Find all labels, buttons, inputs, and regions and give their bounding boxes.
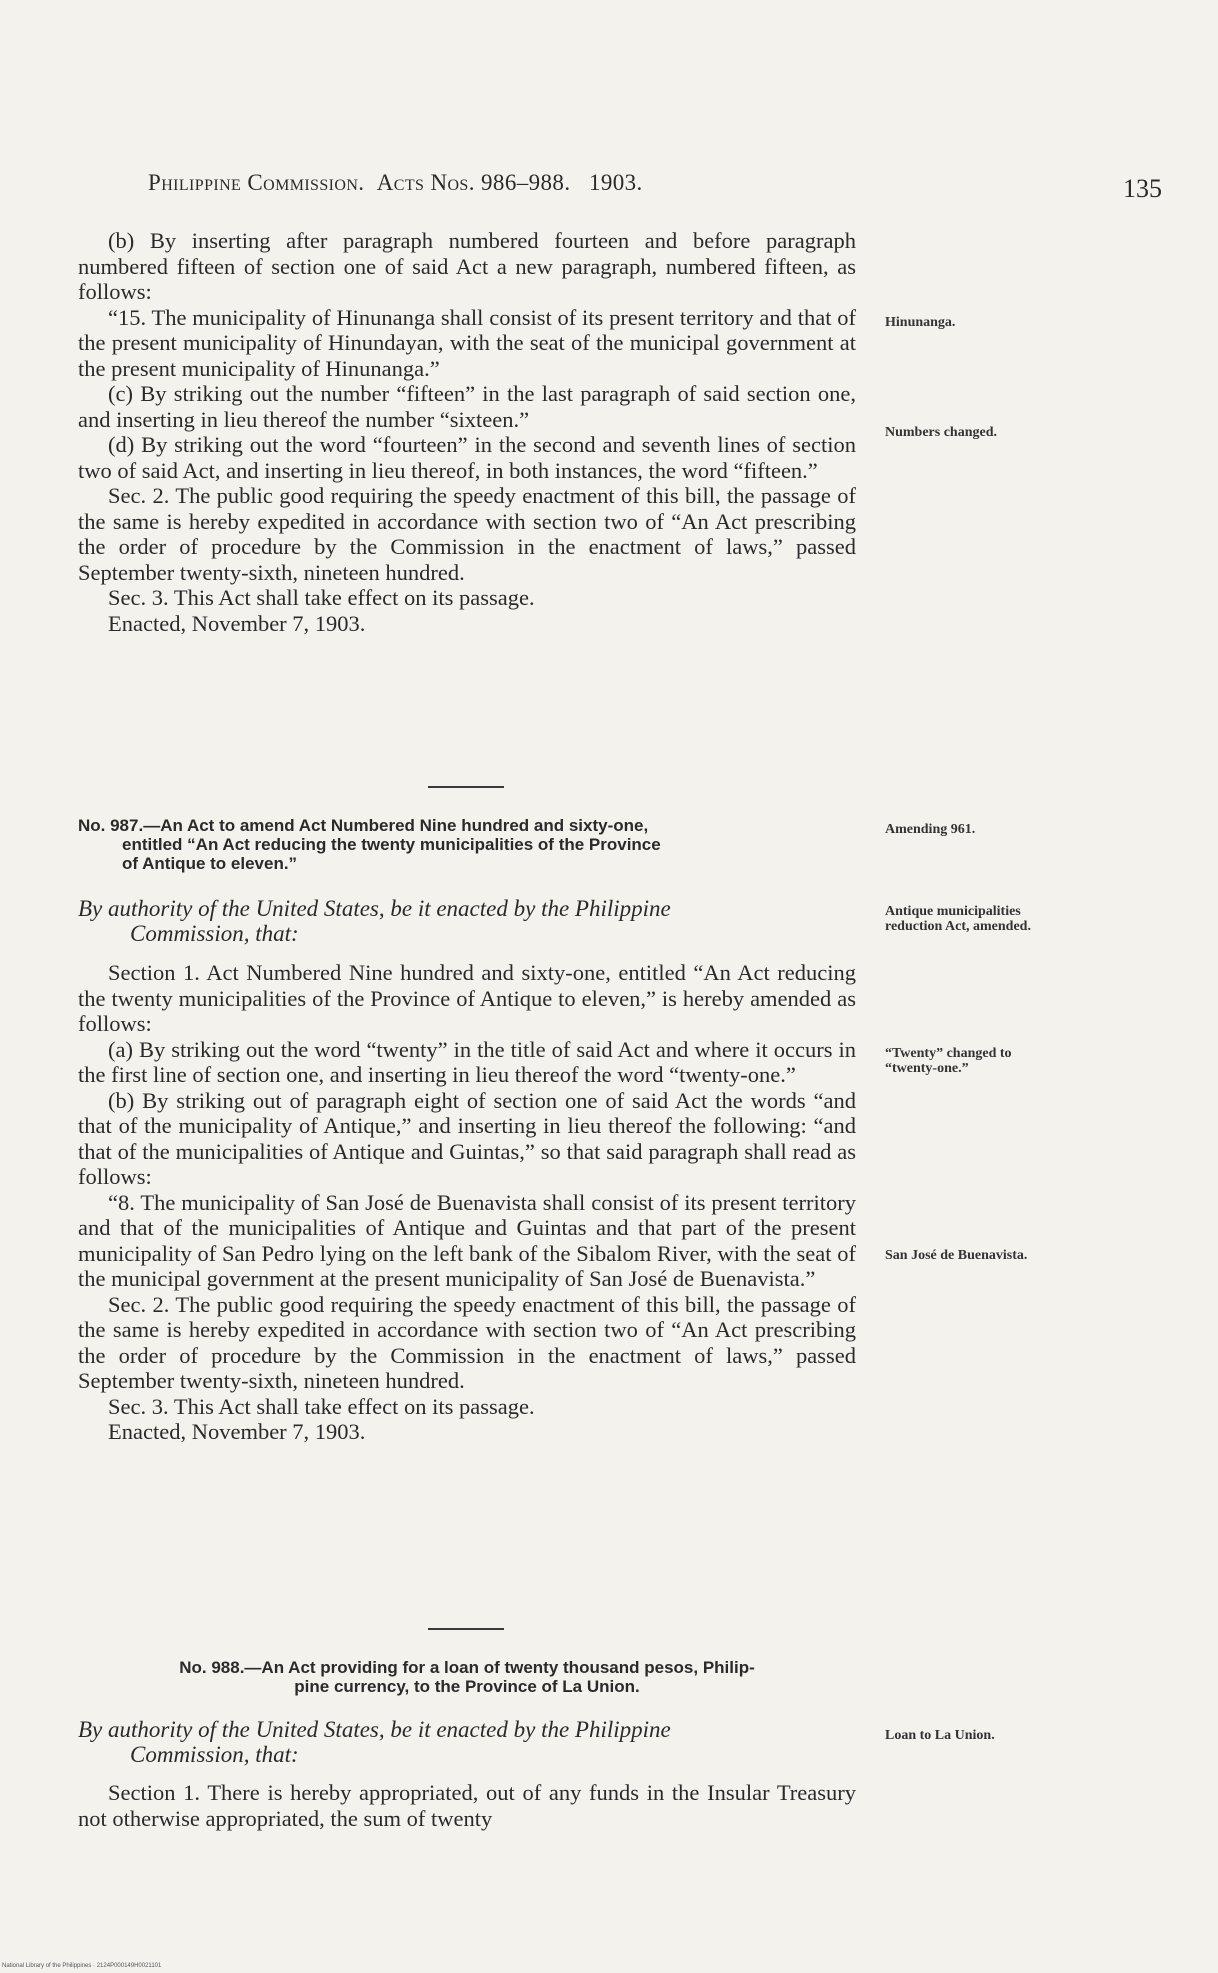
paragraph-8: “8. The municipality of San José de Buenavista shall consist of its present territory and that of the municipalities of Antique and Guintas and that part of the present municipality of San Pedro lying on the left bank of the Sibalom River, with the seat of the municipal government at the present municipality of San José de Buenavista.” — [78, 1189, 856, 1291]
section-divider — [428, 786, 504, 788]
act-987-enacting-clause — [78, 896, 856, 946]
margin-note-amending: Amending 961. — [885, 822, 976, 837]
section-divider — [428, 1628, 504, 1630]
section-3: Sec. 3. This Act shall take effect on its passage. — [108, 1393, 535, 1419]
act-987-heading — [78, 816, 856, 873]
section-2: Sec. 2. The public good requiring the speedy enactment of this bill, the passage of the same is hereby expedited in accordance with section two of “An Act prescribing the order of procedure by the Commission in the enactment of laws,” passed September twenty-sixth, nineteen hundred. — [78, 483, 856, 585]
margin-note-loan: Loan to La Union. — [885, 1728, 995, 1743]
enacting-line-2: Commission, that: — [130, 1742, 299, 1767]
margin-note-numbers-changed: Numbers changed. — [885, 425, 998, 440]
act-987-body — [78, 960, 856, 1445]
running-head — [148, 170, 848, 196]
act-988-heading — [78, 1658, 856, 1696]
act-988-body — [78, 1780, 856, 1831]
margin-note-antique: Antique municipalities reduction Act, amended. — [885, 904, 1031, 934]
act-987-heading-line-1: No. 987.—An Act to amend Act Numbered Nine hundred and sixty-one, — [78, 816, 649, 835]
paragraph-b: (b) By striking out of paragraph eight of section one of said Act the words “and that of the municipality of Antique,” and inserting in lieu thereof the following: “and that of the municipalities of Antique and Guintas,” so that said paragraph shall read as follows: — [78, 1087, 856, 1189]
margin-note-san-jose: San José de Buenavista. — [885, 1248, 1028, 1263]
act-988-heading-line-2: pine currency, to the Province of La Union. — [294, 1677, 640, 1696]
enacting-line-2: Commission, that: — [130, 921, 299, 946]
running-title: Philippine Commission. — [148, 170, 365, 195]
act-988-heading-line-1: No. 988.—An Act providing for a loan of twenty thousand pesos, Philip- — [179, 1658, 755, 1677]
act-987-heading-line-3: of Antique to eleven.” — [122, 854, 298, 873]
section-2: Sec. 2. The public good requiring the speedy enactment of this bill, the passage of the same is hereby expedited in accordance with section two of “An Act prescribing the order of procedure by the Commission in the enactment of laws,” passed September twenty-sixth, nineteen hundred. — [78, 1291, 856, 1393]
enacted-date: Enacted, November 7, 1903. — [108, 1419, 366, 1444]
page-number: 135 — [1123, 174, 1162, 203]
act-988-enacting-clause — [78, 1717, 856, 1767]
scan-source-footer: National Library of the Philippines · 2124P000149H0021101 — [2, 1963, 162, 1969]
section-3: Sec. 3. This Act shall take effect on its passage. — [108, 585, 535, 610]
margin-note-hinunanga: Hinunanga. — [885, 315, 956, 330]
paragraph-d: (d) By striking out the word “fourteen” in the second and seventh lines of section two of said Act, and inserting in lieu thereof, in both instances, the word “fifteen.” — [78, 432, 856, 483]
paragraph-15: “15. The municipality of Hinunanga shall consist of its present territory and that of the present municipality of Hinundayan, with the seat of the municipal government at the present municipality of Hinunanga.” — [78, 304, 856, 381]
enacting-line-1: By authority of the United States, be it enacted by the Philippine — [78, 896, 671, 921]
paragraph-a: (a) By striking out the word “twenty” in the title of said Act and where it occurs in the first line of section one, and inserting in lieu thereof the word “twenty-one.” — [78, 1036, 856, 1087]
section-1: Section 1. There is hereby appropriated, out of any funds in the Insular Treasury not otherwise appropriated, the sum of twenty — [78, 1780, 856, 1831]
act-986-continuation — [78, 228, 856, 636]
section-1: Section 1. Act Numbered Nine hundred and sixty-one, entitled “An Act reducing the twenty municipalities of the Province of Antique to eleven,” is hereby amended as follows: — [78, 960, 856, 1036]
margin-note-twenty-changed: “Twenty” changed to “twenty-one.” — [885, 1046, 1012, 1076]
paragraph-b: (b) By inserting after paragraph numbered fourteen and before paragraph numbered fifteen of section one of said Act a new paragraph, numbered fifteen, as follows: — [78, 228, 856, 304]
enacted-date: Enacted, November 7, 1903. — [108, 610, 366, 636]
act-987-heading-line-2: entitled “An Act reducing the twenty municipalities of the Province — [122, 835, 661, 854]
paragraph-c: (c) By striking out the number “fifteen” in the last paragraph of said section one, and inserting in lieu thereof the number “sixteen.” — [78, 381, 856, 432]
year: 1903. — [588, 170, 643, 195]
enacting-line-1: By authority of the United States, be it enacted by the Philippine — [78, 1717, 671, 1742]
acts-range: Acts Nos. 986–988. — [376, 170, 571, 195]
